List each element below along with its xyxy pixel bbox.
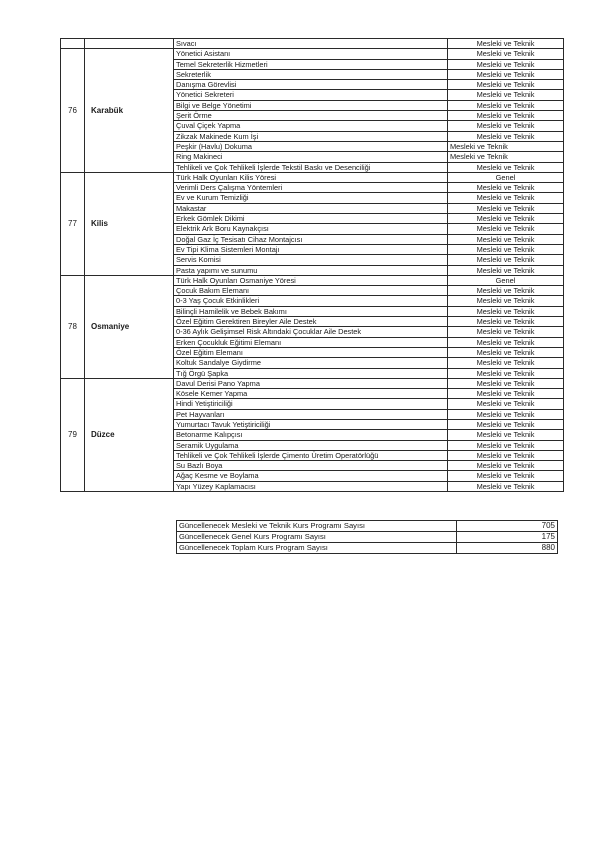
course-type: Mesleki ve Teknik [448,131,564,141]
course-type: Genel [448,172,564,182]
course-type: Mesleki ve Teknik [448,141,564,151]
course-name: Çuval Çiçek Yapma [174,121,448,131]
course-name: Tehlikeli ve Çok Tehlikeli İşlerde Çimento Üretim Operatörlüğü [174,450,448,460]
course-name: 0-36 Aylık Gelişimsel Risk Altındaki Çocuklar Aile Destek [174,327,448,337]
course-type: Mesleki ve Teknik [448,471,564,481]
course-type: Mesleki ve Teknik [448,461,564,471]
course-name: 0-3 Yaş Çocuk Etkinlikleri [174,296,448,306]
course-name: Ev Tipi Klima Sistemleri Montajı [174,244,448,254]
course-table-body [61,39,564,492]
course-type: Mesleki ve Teknik [448,203,564,213]
course-type: Mesleki ve Teknik [448,152,564,162]
course-type: Mesleki ve Teknik [448,409,564,419]
course-type: Mesleki ve Teknik [448,224,564,234]
province-number [61,39,85,49]
summary-value: 705 [457,521,558,532]
course-type: Mesleki ve Teknik [448,368,564,378]
table-row [61,275,564,285]
course-type: Mesleki ve Teknik [448,481,564,491]
summary-row [177,532,558,543]
province-number: 76 [61,49,85,173]
table-row [61,39,564,49]
course-type: Mesleki ve Teknik [448,214,564,224]
course-type: Mesleki ve Teknik [448,306,564,316]
course-name: Davul Derisi Pano Yapma [174,378,448,388]
course-type: Mesleki ve Teknik [448,296,564,306]
course-type: Mesleki ve Teknik [448,255,564,265]
province-name: Karabük [85,49,174,173]
course-name: Erken Çocukluk Eğitimi Elemanı [174,337,448,347]
province-number: 78 [61,275,85,378]
course-name: Tığ Örgü Şapka [174,368,448,378]
course-name: Çocuk Bakım Elemanı [174,286,448,296]
course-name: Seramik Uygulama [174,440,448,450]
table-row [61,172,564,182]
course-name: Verimli Ders Çalışma Yöntemleri [174,183,448,193]
province-name: Osmaniye [85,275,174,378]
course-name: Temel Sekreterlik Hizmetleri [174,59,448,69]
course-name: Kösele Kemer Yapma [174,389,448,399]
table-row [61,378,564,388]
course-name: Yönetici Sekreteri [174,90,448,100]
course-type: Mesleki ve Teknik [448,80,564,90]
course-name: Doğal Gaz İç Tesisatı Cihaz Montajcısı [174,234,448,244]
course-name: Şerit Örme [174,111,448,121]
course-type: Mesleki ve Teknik [448,378,564,388]
table-row [61,49,564,59]
province-number: 77 [61,172,85,275]
course-type: Mesleki ve Teknik [448,111,564,121]
course-name: Ağaç Kesme ve Boylama [174,471,448,481]
summary-table [176,520,558,554]
course-type: Mesleki ve Teknik [448,234,564,244]
course-name: Yumurtacı Tavuk Yetiştiriciliği [174,419,448,429]
summary-table-body [177,521,558,554]
course-type: Mesleki ve Teknik [448,450,564,460]
course-name: Bilinçli Hamilelik ve Bebek Bakımı [174,306,448,316]
course-type: Mesleki ve Teknik [448,358,564,368]
summary-row [177,521,558,532]
course-type: Mesleki ve Teknik [448,59,564,69]
province-name: Kilis [85,172,174,275]
course-name: Hindi Yetiştiriciliği [174,399,448,409]
province-name: Düzce [85,378,174,491]
course-name: Su Bazlı Boya [174,461,448,471]
course-name: Yapı Yüzey Kaplamacısı [174,481,448,491]
summary-label: Güncellenecek Mesleki ve Teknik Kurs Programı Sayısı [177,521,457,532]
course-type: Mesleki ve Teknik [448,286,564,296]
course-type: Mesleki ve Teknik [448,347,564,357]
course-type: Mesleki ve Teknik [448,183,564,193]
summary-value: 175 [457,532,558,543]
course-name: Türk Halk Oyunları Osmaniye Yöresi [174,275,448,285]
course-type: Mesleki ve Teknik [448,317,564,327]
course-name: Ev ve Kurum Temizliği [174,193,448,203]
course-type: Mesleki ve Teknik [448,265,564,275]
summary-value: 880 [457,543,558,554]
course-name: Peşkir (Havlu) Dokuma [174,141,448,151]
course-type: Mesleki ve Teknik [448,327,564,337]
course-type: Mesleki ve Teknik [448,337,564,347]
course-name: Yönetici Asistanı [174,49,448,59]
course-name: Betonarme Kalıpçısı [174,430,448,440]
course-type: Mesleki ve Teknik [448,244,564,254]
course-name: Pet Hayvanları [174,409,448,419]
province-name [85,39,174,49]
course-type: Mesleki ve Teknik [448,399,564,409]
course-type: Mesleki ve Teknik [448,430,564,440]
course-name: Elektrik Ark Boru Kaynakçısı [174,224,448,234]
course-name: Erkek Gömlek Dikimi [174,214,448,224]
course-name: Özel Eğitim Gerektiren Bireyler Aile Destek [174,317,448,327]
course-name: Servis Komisi [174,255,448,265]
course-type: Mesleki ve Teknik [448,100,564,110]
course-name: Türk Halk Oyunları Kilis Yöresi [174,172,448,182]
summary-label: Güncellenecek Toplam Kurs Program Sayısı [177,543,457,554]
course-type: Mesleki ve Teknik [448,49,564,59]
course-name: Tehlikeli ve Çok Tehlikeli İşlerde Tekstil Baskı ve Desenciliği [174,162,448,172]
course-type: Mesleki ve Teknik [448,193,564,203]
course-type: Mesleki ve Teknik [448,162,564,172]
course-name: Makastar [174,203,448,213]
course-name: Ring Makineci [174,152,448,162]
course-type: Mesleki ve Teknik [448,440,564,450]
course-name: Bilgi ve Belge Yönetimi [174,100,448,110]
course-name: Sekreterlik [174,69,448,79]
course-type: Mesleki ve Teknik [448,69,564,79]
course-type: Mesleki ve Teknik [448,90,564,100]
course-type: Mesleki ve Teknik [448,39,564,49]
course-name: Pasta yapımı ve sunumu [174,265,448,275]
summary-label: Güncellenecek Genel Kurs Programı Sayısı [177,532,457,543]
course-name: Danışma Görevlisi [174,80,448,90]
course-name: Sıvacı [174,39,448,49]
course-type: Mesleki ve Teknik [448,389,564,399]
course-type: Genel [448,275,564,285]
summary-row [177,543,558,554]
course-name: Zikzak Makinede Kum İşi [174,131,448,141]
course-type: Mesleki ve Teknik [448,419,564,429]
province-number: 79 [61,378,85,491]
course-table [60,38,564,492]
course-type: Mesleki ve Teknik [448,121,564,131]
course-name: Özel Eğitim Elemanı [174,347,448,357]
course-name: Koltuk Sandalye Giydirme [174,358,448,368]
